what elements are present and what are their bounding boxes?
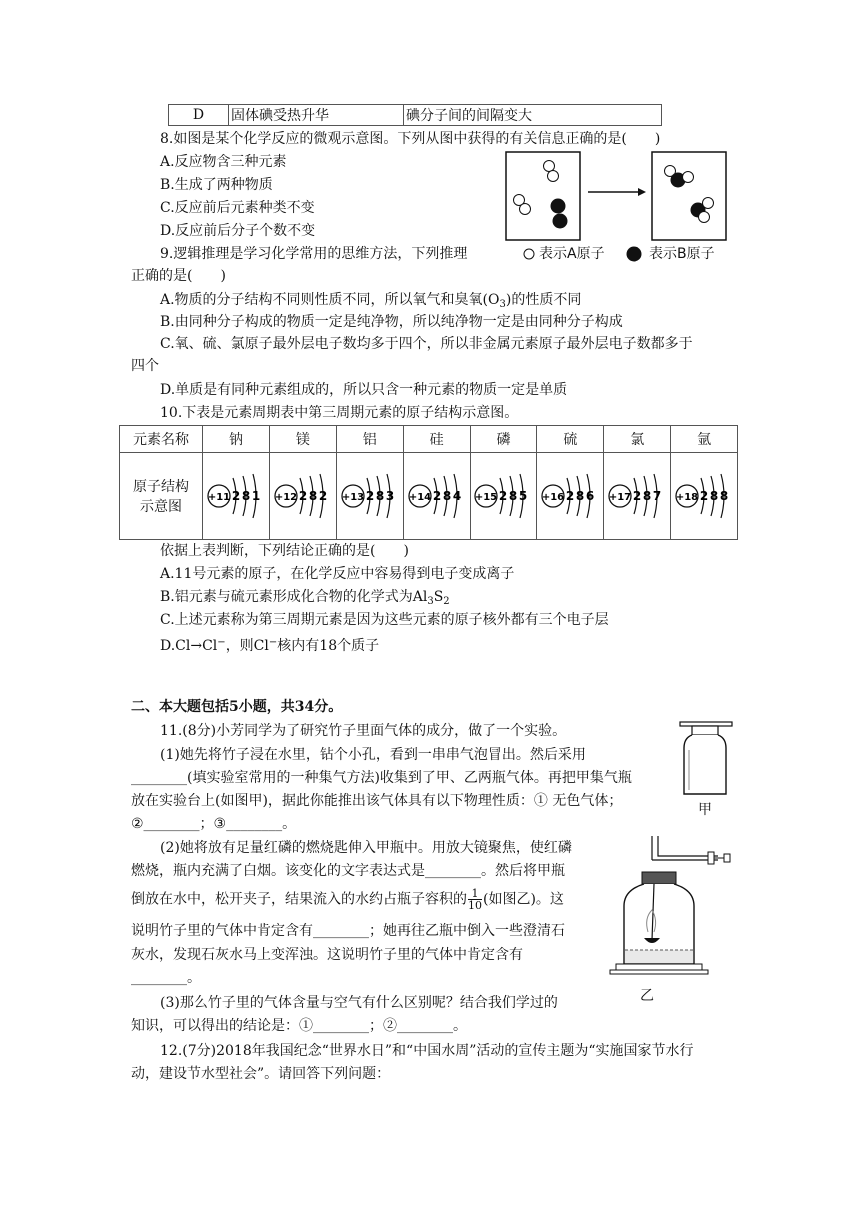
shell-electron-count: 8 xyxy=(643,489,652,503)
atom-structure-diagram xyxy=(403,453,470,540)
atom-b xyxy=(553,214,568,229)
shell-electron-count: 7 xyxy=(653,489,662,503)
q11-p2-line4: 说明竹子里的气体中肯定含有________；她再往乙瓶中倒入一些澄清石 xyxy=(131,923,565,939)
q10-option-a: A.11号元素的原子，在化学反应中容易得到电子变成离子 xyxy=(160,566,515,582)
shell-electron-count: 8 xyxy=(576,489,585,503)
answer-table-row-d xyxy=(168,104,662,126)
atom-a xyxy=(548,171,559,182)
q10-stem: 10.下表是元素周期表中第三周期元素的原子结构示意图。 xyxy=(160,405,519,421)
section-2-title: 二、本大题包括5小题，共34分。 xyxy=(131,699,343,715)
q8-stem: 8.如图是某个化学反应的微观示意图。下列从图中获得的有关信息正确的是( ) xyxy=(160,131,661,147)
phenomenon-cell: 固体碘受热升华 xyxy=(229,105,404,126)
q10-intro: 依据上表判断，下列结论正确的是( ) xyxy=(160,543,409,559)
nucleus-charge: +17 xyxy=(609,492,632,503)
q10-option-c: C.上述元素称为第三周期元素是因为这些元素的原子核外都有三个电子层 xyxy=(160,612,609,628)
element-name: 镁 xyxy=(269,426,336,453)
row-header-structure: 原子结构 示意图 xyxy=(120,453,203,540)
q11-p1-line1: (1)她先将竹子浸在水里，钻个小孔，看到一串串气泡冒出。然后采用 xyxy=(160,747,586,763)
legend-a-marker xyxy=(524,249,534,259)
element-name: 氩 xyxy=(671,426,738,453)
q11-stem: 11.(8分)小芳同学为了研究竹子里面气体的成分，做了一个实验。 xyxy=(160,723,567,739)
shell-electron-count: 6 xyxy=(586,489,595,503)
atom-diagram-svg xyxy=(272,466,334,526)
shell-electron-count: 2 xyxy=(499,489,508,503)
q11-p2-line2: 燃烧，瓶内充满了白烟。该变化的文字表达式是________。然后将甲瓶 xyxy=(131,863,565,879)
q8-option-c: C.反应前后元素种类不变 xyxy=(160,200,315,216)
option-letter: D xyxy=(169,105,229,126)
shell-electron-count: 2 xyxy=(633,489,642,503)
q9-option-a: A.物质的分子结构不同则性质不同，所以氧气和臭氧$(O_3)$的性质不同 xyxy=(160,292,582,310)
gas-jar-jia-figure xyxy=(678,718,734,798)
shell-electron-count: 8 xyxy=(375,489,384,503)
shell-electron-count: 2 xyxy=(699,489,709,503)
product-box xyxy=(652,152,726,240)
nucleus-charge: +16 xyxy=(542,492,565,503)
atom-b xyxy=(551,199,566,214)
atom-diagram-svg xyxy=(606,466,668,526)
shell-electron-count: 2 xyxy=(566,489,575,503)
q11-p1-line2: ________(填实验室常用的一种集气方法)收集到了甲、乙两瓶气体。再把甲集气瓶 xyxy=(131,770,632,786)
atom-diagram-svg xyxy=(472,466,534,526)
element-name: 铝 xyxy=(336,426,403,453)
shell-electron-count: 3 xyxy=(385,489,394,503)
q11-p2-line6: ________。 xyxy=(131,970,201,986)
q11-p2-line5: 灰水，发现石灰水马上变浑浊。这说明竹子里的气体中肯定含有 xyxy=(131,947,523,963)
q9-option-d: D.单质是有同种元素组成的，所以只含一种元素的物质一定是单质 xyxy=(160,382,568,398)
atom-a xyxy=(544,161,555,172)
shell-electron-count: 8 xyxy=(719,489,729,503)
q8-option-d: D.反应前后分子个数不变 xyxy=(160,223,316,239)
explanation-cell: 碘分子间的间隔变大 xyxy=(404,105,662,126)
q8-option-a: A.反应物含三种元素 xyxy=(160,154,287,170)
q10-option-b: B.铝元素与硫元素形成化合物的化学式为$Al_3S_2$ xyxy=(160,589,450,607)
q12-line1: 12.(7分)2018年我国纪念“世界水日”和“中国水周”活动的宣传主题为“实施国家节水行 xyxy=(160,1043,694,1059)
atom-structure-diagram xyxy=(336,453,403,540)
atom-structure-diagram xyxy=(671,453,738,540)
atom-structure-diagram xyxy=(470,453,537,540)
shell-electron-count: 2 xyxy=(231,489,241,503)
shell-electron-count: 8 xyxy=(509,489,518,503)
fraction-one-tenth: $\frac{1}{10}$ xyxy=(468,887,482,912)
shell-electron-count: 2 xyxy=(365,489,374,503)
q11-p1-line3: 放在实验台上(如图甲)，据此你能推出该气体具有以下物理性质：① 无色气体； xyxy=(131,793,623,809)
q11-p1-line4: ②________；③________。 xyxy=(131,816,297,832)
shell-electron-count: 4 xyxy=(452,489,461,503)
nucleus-charge: +11 xyxy=(207,492,231,503)
nucleus-charge: +12 xyxy=(274,492,297,503)
atom-structure-diagram xyxy=(537,453,604,540)
arrow-head xyxy=(638,188,646,196)
atom-a xyxy=(520,204,531,215)
legend-b-marker xyxy=(627,247,642,262)
q9-stem-line1: 9.逻辑推理是学习化学常用的思维方法，下列推理 xyxy=(160,246,468,262)
nucleus-charge: +18 xyxy=(675,492,699,503)
q11-p3-line2: 知识，可以得出的结论是：①________；②________。 xyxy=(131,1018,467,1034)
shell-electron-count: 8 xyxy=(308,489,317,503)
apparatus-yi-figure xyxy=(608,832,748,982)
element-name: 氯 xyxy=(604,426,671,453)
atom-structure-diagram xyxy=(604,453,671,540)
atom-diagram-svg xyxy=(205,466,267,526)
atom-diagram-svg xyxy=(539,466,601,526)
q9-stem-line2: 正确的是( ) xyxy=(131,268,226,284)
q11-p3-line1: (3)那么竹子里的气体含量与空气有什么区别呢？结合我们学过的 xyxy=(160,995,558,1011)
atom-diagram-svg xyxy=(339,466,401,526)
periodic-table-period3 xyxy=(119,425,738,540)
legend-b-label: 表示B原子 xyxy=(649,246,715,262)
atom-structure-diagram xyxy=(269,453,336,540)
shell-electron-count: 1 xyxy=(251,489,261,503)
nucleus-charge: +13 xyxy=(341,492,364,503)
element-name: 硫 xyxy=(537,426,604,453)
q11-p2-line3: 倒放在水中，松开夹子，结果流入的水约占瓶子容积的 $\frac{1}{10}$ (如图乙)。这 xyxy=(131,887,564,912)
q8-option-b: B.生成了两种物质 xyxy=(160,177,273,193)
atom-structure-diagram xyxy=(203,453,270,540)
q9-option-c-line1: C.氧、硫、氯原子最外层电子数均多于四个，所以非金属元素原子最外层电子数都多于 xyxy=(160,336,693,352)
q11-p2-line1: (2)她将放有足量红磷的燃烧匙伸入甲瓶中。用放大镜聚焦，使红磷 xyxy=(160,840,572,856)
element-name: 钠 xyxy=(203,426,270,453)
q10-option-d: D.Cl→Cl−，则Cl−核内有18个质子 xyxy=(160,637,380,654)
nucleus-charge: +14 xyxy=(408,492,431,503)
q12-line2: 动，建设节水型社会”。请回答下列问题： xyxy=(131,1066,391,1082)
shell-electron-count: 2 xyxy=(432,489,441,503)
legend-a-label: 表示A原子 xyxy=(539,246,605,262)
atom-diagram-svg xyxy=(673,466,735,526)
element-name: 硅 xyxy=(403,426,470,453)
figure-label-jia: 甲 xyxy=(698,802,712,818)
shell-electron-count: 2 xyxy=(298,489,307,503)
atom-diagram-svg xyxy=(406,466,468,526)
q9-option-b: B.由同种分子构成的物质一定是纯净物，所以纯净物一定是由同种分子构成 xyxy=(160,314,623,330)
shell-electron-count: 8 xyxy=(241,489,251,503)
element-name: 磷 xyxy=(470,426,537,453)
row-header-element-name: 元素名称 xyxy=(120,426,203,453)
figure-label-yi: 乙 xyxy=(640,988,654,1004)
shell-electron-count: 8 xyxy=(709,489,719,503)
q9-option-c-line2: 四个 xyxy=(131,358,159,374)
shell-electron-count: 5 xyxy=(519,489,528,503)
nucleus-charge: +15 xyxy=(475,492,498,503)
shell-electron-count: 2 xyxy=(318,489,327,503)
shell-electron-count: 8 xyxy=(442,489,451,503)
